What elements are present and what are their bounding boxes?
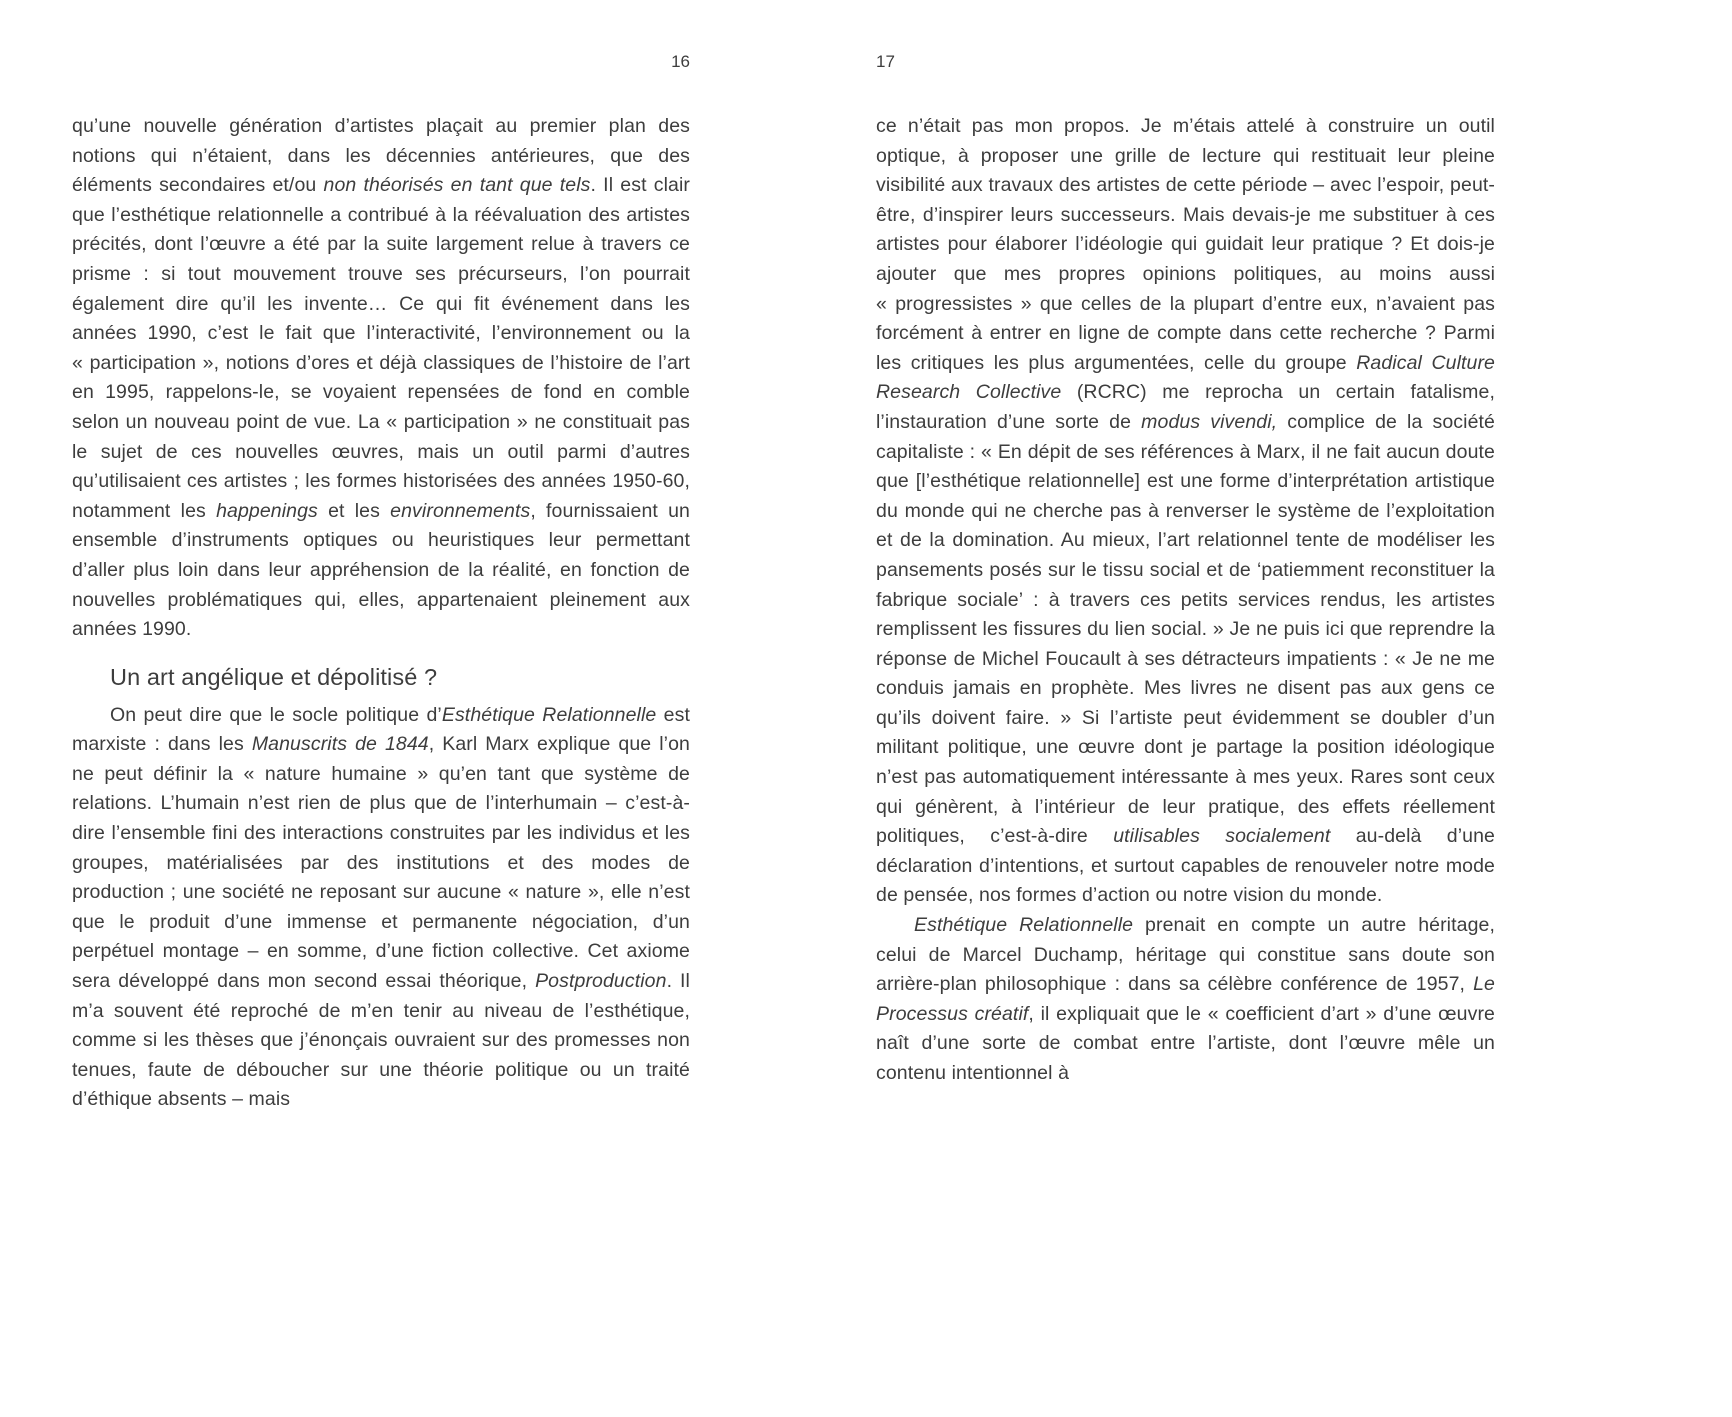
text-run: , Karl Marx explique que l’on ne peut définir la « nature humaine » qu’en tant que système de relations. L’humain n’est rien de plus que de l’interhumain – c’est-à-dire l’ensemble fini des interactions construites par les individus et les groupes, matérialisées par des institutions et des modes de production ; une société ne reposant sur aucune « nature », elle n’est que le produit d’une immense et permanente négociation, d’un perpétuel montage – en somme, d’une fiction collective. Cet axiome sera développé dans mon second essai théorique, — [72, 733, 690, 993]
text-run: (RCRC) me reprocha un certain fatalisme, l’instauration d’une sorte de — [876, 381, 1495, 433]
text-run: , fournissaient un ensemble d’instruments optiques ou heuristiques leur permettant d’aller plus loin dans leur appréhension de la réalité, en fonction de nouvelles problématiques qui, elles, appartenaient pleinement aux années 1990. — [72, 499, 690, 641]
italic-text-run: happenings — [216, 499, 318, 522]
italic-text-run: Esthétique Relationnelle — [914, 914, 1134, 937]
italic-text-run: modus vivendi, — [1141, 410, 1278, 433]
section-heading: Un art angélique et dépolitisé ? — [110, 663, 438, 690]
text-run: est marxiste : dans les — [72, 703, 690, 756]
text-run: . Il m’a souvent été reproché de m’en tenir au niveau de l’esthétique, comme si les thèses que j’énonçais ouvraient sur des promesses non tenues, faute de déboucher sur une théorie politique ou un traité d’éthique absents – mais — [72, 970, 690, 1111]
page-number-left: 16 — [671, 52, 690, 71]
text-run: . Il est clair que l’esthétique relationnelle a contribué à la réévaluation des artistes précités, dont l’œuvre a été par la suite largement relue à travers ce prisme : si tout mouvement trouve ses précurseurs, l’on pourrait également dire qu’il les invente… Ce qui fit événement dans les années 1990, c’est le fait que l’interactivité, l’environnement ou la « participation », notions d’ores et déjà classiques de l’histoire de l’art en 1995, rappelons-le, se voyaient repensées de fond en comble selon un nouveau point de vue. La « participation » ne constituait pas le sujet de ces nouvelles œuvres, mais un outil parmi d’autres qu’utilisaient ces artistes ; les formes historisées des années 1950-60, notamment les — [72, 174, 691, 522]
italic-text-run: utilisables socialement — [1113, 825, 1331, 848]
text-run: prenait en compte un autre héritage, celui de Marcel Duchamp, héritage qui constitue sans doute son arrière-plan philosophique : dans sa célèbre conférence de 1957, — [876, 914, 1495, 996]
page-17-text-column — [876, 112, 1495, 1089]
italic-text-run: Postproduction — [535, 970, 667, 993]
text-run: complice de la société capitaliste : « En dépit de ses références à Marx, il ne fait aucun doute que [l’esthétique relationnelle] est une forme d’interprétation artistique du monde qui ne cherche pas à renverser le système de l’exploitation et de la domination. Au mieux, l’art relationnel tente de modéliser les pansements posés sur le tissu social et de ‘patiemment reconstituer la fabrique sociale’ : à travers ces petits services rendus, les artistes remplissent les fissures du lien social. » Je ne puis ici que reprendre la réponse de Michel Foucault à ses détracteurs impatients : « Je ne me conduis jamais en prophète. Mes livres ne disent pas aux gens ce qu’ils doivent faire. » Si l’artiste peut évidemment se doubler d’un militant politique, une œuvre dont je partage la position idéologique n’est pas automatiquement intéressante à mes yeux. Rares sont ceux qui génèrent, à l’intérieur de leur pratique, des effets réellement politiques, c’est-à-dire — [876, 410, 1495, 848]
italic-text-run: Le Processus créatif — [876, 973, 1495, 1025]
paragraph — [72, 112, 690, 645]
paragraph — [876, 911, 1495, 1089]
text-run: au-delà d’une déclaration d’intentions, et surtout capables de renouveler notre mode de pensée, nos formes d’action ou notre vision du monde. — [876, 825, 1495, 907]
italic-text-run: Manuscrits de 1844 — [251, 733, 429, 756]
text-run: et les — [317, 499, 391, 522]
italic-text-run: Esthétique Relationnelle — [441, 703, 657, 726]
italic-text-run: non théorisés en tant que tels — [323, 174, 591, 197]
page-number-right: 17 — [876, 52, 895, 71]
text-run: ce n’était pas mon propos. Je m’étais attelé à construire un outil optique, à proposer une grille de lecture qui restituait leur pleine visibilité aux travaux des artistes de cette période – avec l’espoir, peut-être, d’inspirer leurs successeurs. Mais devais-je me substituer à ces artistes pour élaborer l’idéologie qui guidait leur pratique ? Et dois-je ajouter que mes propres opinions politiques, au moins aussi « progressistes » que celles de la plupart d’entre eux, n’avaient pas forcément à entrer en ligne de compte dans cette recherche ? Parmi les critiques les plus argumentées, celle du groupe — [876, 115, 1495, 374]
text-run: On peut dire que le socle politique d’ — [110, 703, 442, 726]
italic-text-run: Radical Culture Research Collective — [876, 351, 1496, 404]
text-run: , il expliquait que le « coefficient d’art » d’une œuvre naît d’une sorte de combat entre l’artiste, dont l’œuvre mêle un contenu intentionnel à — [876, 1002, 1495, 1084]
paragraph — [72, 701, 690, 1115]
paragraph — [876, 112, 1495, 911]
page-16-text-column — [72, 112, 690, 1115]
text-run: qu’une nouvelle génération d’artistes plaçait au premier plan des notions qui n’étaient, dans les décennies antérieures, que des éléments secondaires et/ou — [72, 115, 690, 197]
italic-text-run: environnements — [390, 499, 531, 522]
